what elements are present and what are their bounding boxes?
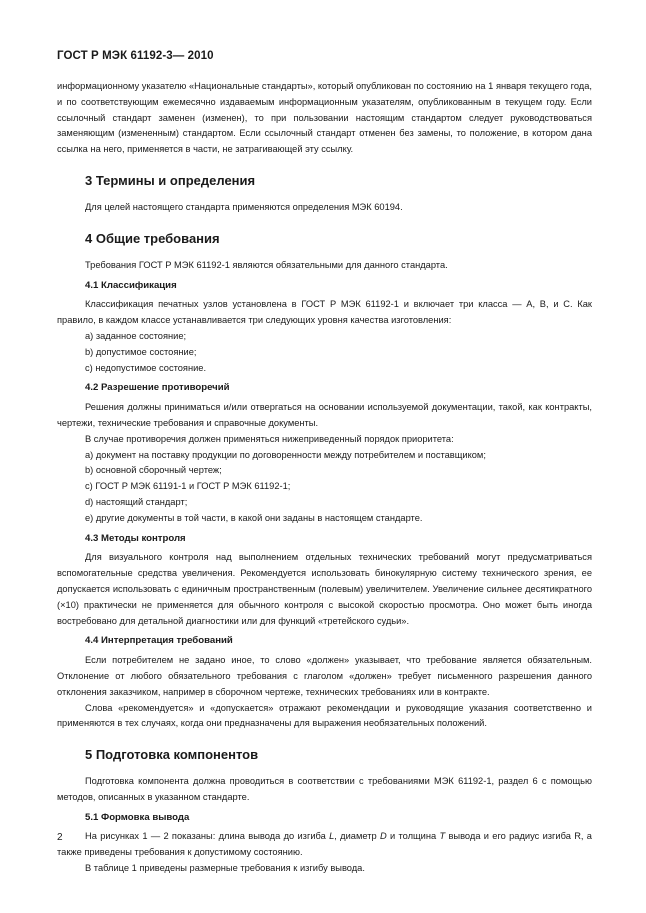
document-header: ГОСТ Р МЭК 61192-3— 2010 — [57, 50, 214, 62]
subsection-4-2-heading: 4.2 Разрешение противоречий — [85, 382, 230, 394]
subsection-4-4-paragraph-2: Слова «рекомендуется» и «допускается» отражают рекомендации и руководящие указания соответственно и применяются в тех случаях, когда они предназначены для выражения необязательных положений. — [57, 702, 592, 729]
section-5-heading: 5 Подготовка компонентов — [85, 747, 259, 763]
subsection-4-4-heading: 4.4 Интерпретация требований — [85, 635, 233, 647]
list-item: с) недопустимое состояние. — [85, 362, 207, 373]
subsection-5-1-paragraph: На рисунках 1 — 2 показаны: длина вывода до изгиба L, диаметр D и толщина T вывода и его радиус изгиба R, а также приведены требования к допустимому состоянию. — [57, 831, 592, 858]
subsection-5-1-paragraph-2: В таблице 1 приведены размерные требования к изгибу вывода. — [85, 863, 365, 874]
list-item: с) ГОСТ Р МЭК 61191-1 и ГОСТ Р МЭК 61192-1; — [85, 481, 291, 492]
list-item: b) допустимое состояние; — [85, 346, 197, 357]
subsection-4-2-paragraph-2: В случае противоречия должен применяться нижеприведенный порядок приоритета: — [85, 433, 454, 444]
section-4-paragraph: Требования ГОСТ Р МЭК 61192-1 являются обязательными для данного стандарта. — [85, 259, 448, 270]
section-3-paragraph: Для целей настоящего стандарта применяются определения МЭК 60194. — [85, 201, 403, 212]
intro-paragraph: информационному указателю «Национальные стандарты», который опубликован по состоянию на 1 января текущего года, и по соответствующим ежемесячно издаваемым информационным указателям, опубликованным в текущем году. Если ссылочный стандарт заменен (изменен), то при пользовании настоящим стандартом следует руководствоваться заменяющим (измененным) стандартом. Если ссылочный стандарт отменен без замены, то положение, в котором дана ссылка на него, применяется в части, не затрагивающей эту ссылку. — [57, 81, 592, 155]
list-item: а) заданное состояние; — [85, 330, 187, 341]
subsection-4-3-paragraph: Для визуального контроля над выполнением отдельных технических требований могут предусматриваться вспомогательные средства увеличения. Рекомендуется использовать бинокулярную систему технического зрения, ее допускается использовать с единичным пространственным (полевым) увеличителем. Увеличение сильнее десятикратного (×10) практически не применяется для обычного контроля с высокой скоростью просмотра. Оно может быть иногда востребовано для детальной диагностики или для функций «третейского судьи». — [57, 552, 592, 626]
subsection-4-3-heading: 4.3 Методы контроля — [85, 532, 186, 544]
section-3-heading: 3 Термины и определения — [85, 172, 256, 188]
list-item: b) основной сборочный чертеж; — [85, 465, 222, 476]
document-body — [57, 79, 592, 877]
subsection-5-1-heading: 5.1 Формовка вывода — [85, 811, 190, 823]
subsection-4-2-paragraph: Решения должны приниматься и/или отвергаться на основании используемой документации, такой, как контракты, чертежи, технические требования и справочные документы. — [57, 402, 592, 428]
page-number: 2 — [57, 832, 63, 843]
list-item: е) другие документы в той части, в какой они заданы в настоящем стандарте. — [85, 512, 423, 523]
list-item: а) документ на поставку продукции по договоренности между потребителем и поставщиком; — [85, 449, 486, 460]
subsection-4-4-paragraph: Если потребителем не задано иное, то слово «должен» указывает, что требование является обязательным. Отклонение от любого обязательного требования с глаголом «должен» требует письменного разрешения данного отклонения заказчиком, например в сборочном чертеже, технических требованиях или в контракте. — [57, 655, 592, 697]
list-item: d) настоящий стандарт; — [85, 496, 188, 507]
subsection-4-1-paragraph: Классификация печатных узлов установлена в ГОСТ Р МЭК 61192-1 и включает три класса — А, В, и С. Как правило, в каждом классе устанавливается три следующих уровня качества изготовления: — [57, 299, 592, 326]
section-4-heading: 4 Общие требования — [85, 230, 220, 246]
section-5-paragraph: Подготовка компонента должна проводиться в соответствии с требованиями МЭК 61192-1, раздел 6 с помощью методов, описанных в указанном стандарте. — [57, 776, 592, 802]
subsection-4-1-heading: 4.1 Классификация — [85, 279, 177, 291]
